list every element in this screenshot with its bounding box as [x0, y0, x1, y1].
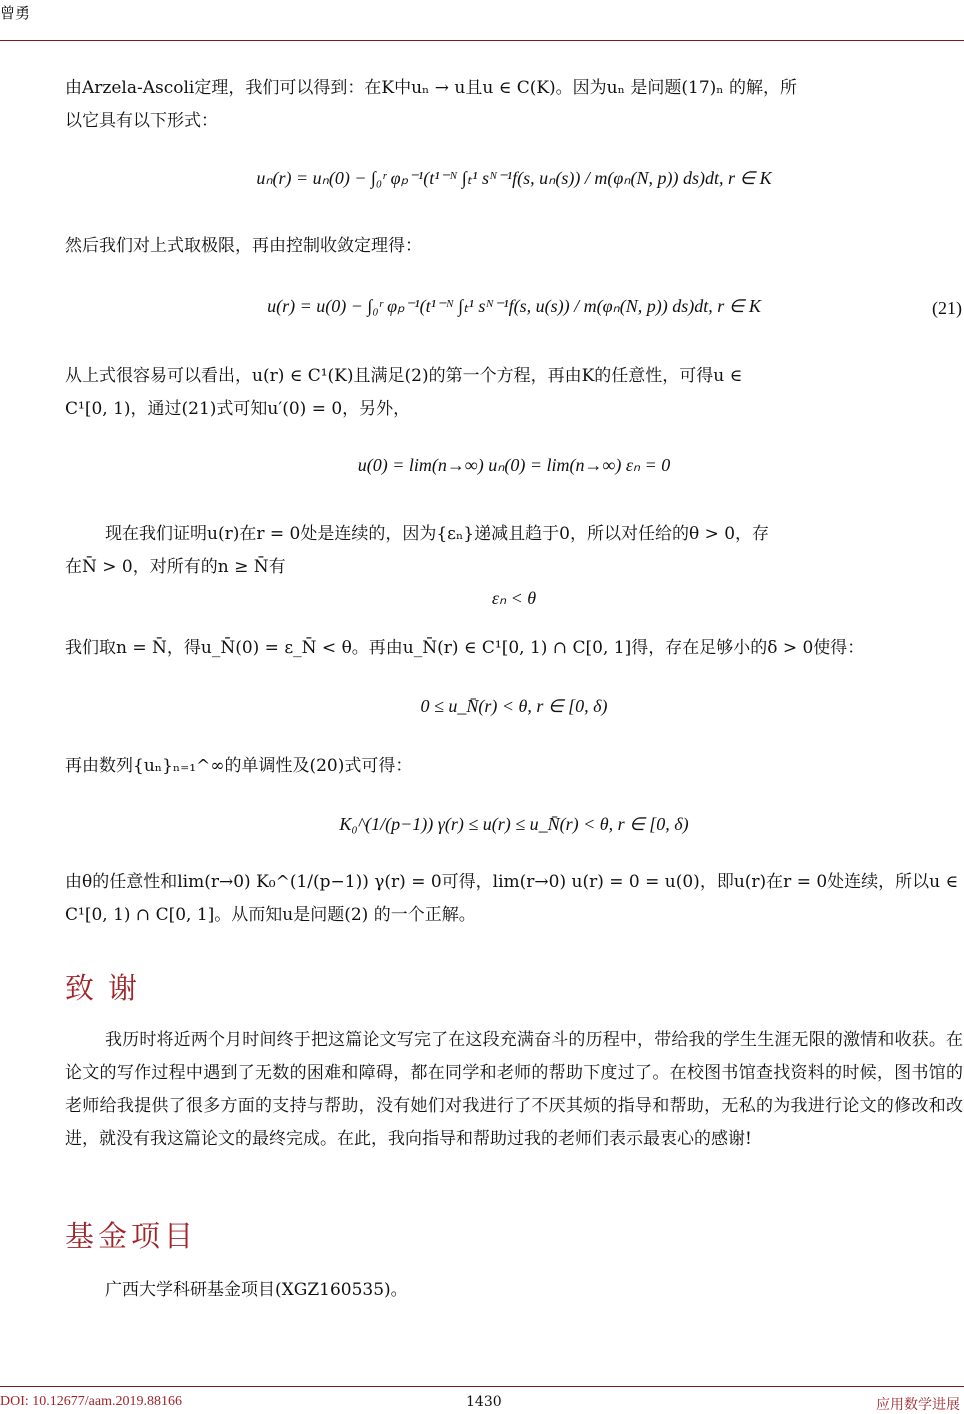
- paragraph-4: [65, 518, 963, 584]
- paragraph-3-line-1: 从上式很容易可以看出，u(r) ∈ C¹(K)且满足(2)的第一个方程，再由K的任意性，可得u ∈: [65, 366, 743, 386]
- paragraph-4-line-2: 在N̄ > 0，对所有的n ≥ N̄有: [65, 557, 286, 577]
- paragraph-4-line-1: 现在我们证明u(r)在r = 0处是连续的，因为{εₙ}递减且趋于0，所以对任给的θ > 0，存: [105, 524, 770, 544]
- paragraph-2: 然后我们对上式取极限，再由控制收敛定理得：: [65, 236, 422, 256]
- paragraph-3: [65, 360, 963, 426]
- equation-un: uₙ(r) = uₙ(0) − ∫₀ʳ φₚ⁻¹(t¹⁻ᴺ ∫ₜ¹ sᴺ⁻¹f(s, uₙ(s)) / m(φₙ(N, p)) ds)dt, r ∈ K: [256, 168, 772, 188]
- equation-21: [65, 296, 963, 317]
- footer-doi-link[interactable]: DOI: 10.12677/aam.2019.88166: [0, 1394, 182, 1409]
- equation-bound: 0 ≤ u_N̄(r) < θ, r ∈ [0, δ): [420, 696, 608, 716]
- paragraph-6: 再由数列{uₙ}ₙ₌₁^∞的单调性及(20)式可得：: [65, 756, 413, 776]
- equation-limit-u0: u(0) = lim(n→∞) uₙ(0) = lim(n→∞) εₙ = 0: [357, 455, 671, 475]
- equation-21-body: u(r) = u(0) − ∫₀ʳ φₚ⁻¹(t¹⁻ᴺ ∫ₜ¹ sᴺ⁻¹f(s, u(s)) / m(φₙ(N, p)) ds)dt, r ∈ K: [267, 296, 761, 316]
- journal-name: 应用数学进展: [876, 1397, 960, 1413]
- section-title-funding: 基金项目: [65, 1219, 198, 1253]
- footer-rule: [0, 1386, 964, 1387]
- equation-21-number: (21): [932, 298, 962, 318]
- acknowledgement-text: 我历时将近两个月时间终于把这篇论文写完了在这段充满奋斗的历程中，带给我的学生生涯无限的激情和收获。在论文的写作过程中遇到了无数的困难和障碍，都在同学和老师的帮助下度过了。在校图书馆查找资料的时候，图书馆的老师给我提供了很多方面的支持与帮助，没有她们对我进行了不厌其烦的指导和帮助，无私的为我进行论文的修改和改进，就没有我这篇论文的最终完成。在此，我向指导和帮助过我的老师们表示最衷心的感谢!: [65, 1030, 963, 1149]
- header-rule: [0, 40, 964, 41]
- paragraph-1-line-1: 由Arzela-Ascoli定理，我们可以得到：在K中uₙ → u且u ∈ C(K)。因为uₙ 是问题(17)ₙ 的解，所: [65, 78, 798, 98]
- section-title-acknowledgement: 致谢: [65, 971, 152, 1005]
- paragraph-1-line-2: 以它具有以下形式：: [65, 111, 218, 131]
- paragraph-3-line-2: C¹[0, 1)，通过(21)式可知u′(0) = 0，另外，: [65, 399, 411, 419]
- paragraph-7: [65, 866, 963, 932]
- running-head-author: 曾勇: [0, 4, 31, 22]
- funding-text: 广西大学科研基金项目(XGZ160535)。: [105, 1280, 408, 1300]
- paragraph-5: 我们取n = N̄，得u_N̄(0) = ε_N̄ < θ。再由u_N̄(r) ∈ C¹[0, 1) ∩ C[0, 1]得，存在足够小的δ > 0使得：: [65, 638, 865, 658]
- equation-monotone: K₀^(1/(p−1)) γ(r) ≤ u(r) ≤ u_N̄(r) < θ, r ∈ [0, δ): [339, 814, 689, 834]
- paragraph-1: [65, 72, 963, 138]
- paragraph-7-line-2: C¹[0, 1) ∩ C[0, 1]。从而知u是问题(2) 的一个正解。: [65, 905, 476, 925]
- paragraph-7-line-1: 由θ的任意性和lim(r→0) K₀^(1/(p−1)) γ(r) = 0可得，lim(r→0) u(r) = 0 = u(0)，即u(r)在r = 0处连续，所以u ∈: [65, 872, 959, 892]
- equation-epsilon: εₙ < θ: [491, 588, 537, 608]
- page-number: 1430: [466, 1394, 502, 1410]
